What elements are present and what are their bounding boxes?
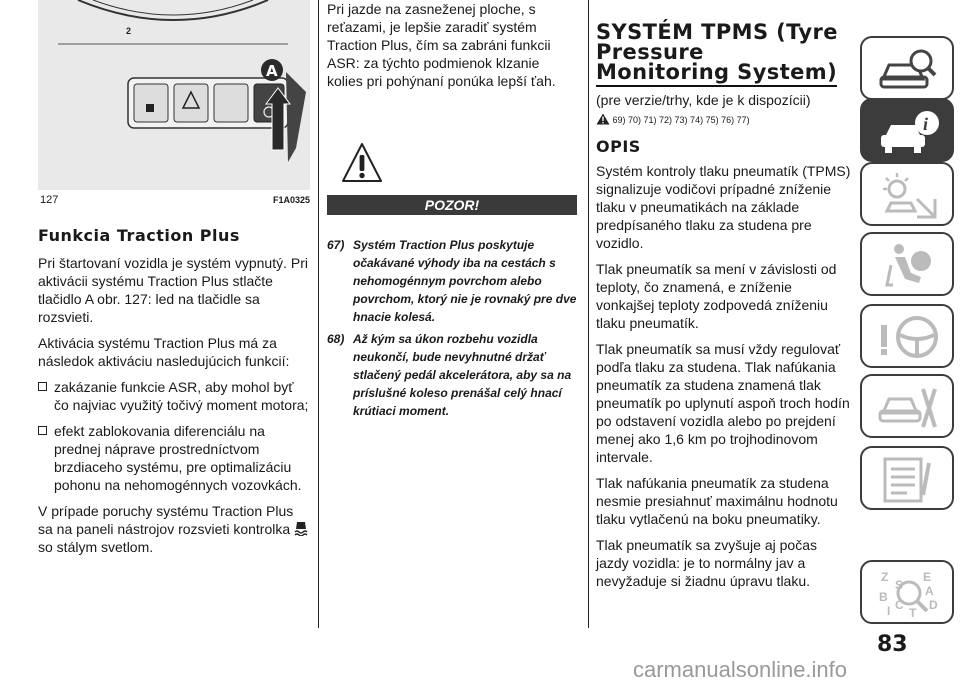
warning-triangle-icon <box>341 142 383 189</box>
paragraph: Pri štartovaní vozidla je systém vypnutý. Pri aktivácii systému Traction Plus stlačte tlačidlo A obr. 127: led na tlačidle sa rozsvieti. <box>38 255 308 325</box>
car-search-icon <box>877 45 941 95</box>
section-heading: OPIS <box>596 137 641 156</box>
warning-item: 67) Systém Traction Plus poskytuje očakávané výhody iba na cestách s nehomogénnym povrchom alebo povrchom, ktorý nie je rovnaký pre dve hnacie kolesá. <box>327 238 577 324</box>
index-letter: I <box>887 604 891 618</box>
index-abc-icon <box>877 569 941 619</box>
document-list-icon <box>877 455 941 505</box>
tab-steering[interactable] <box>860 304 954 368</box>
paragraph: Pri jazde na zasneženej ploche, s reťazami, je lepšie zaradiť systém Traction Plus, čím sa zabráni funkcii ASR: za týchto podmienok klzanie kolies pri pohýnaní ponúka lepší ťah. <box>327 1 556 89</box>
traction-warning-light-icon <box>294 520 308 536</box>
column-warning <box>327 0 577 440</box>
index-letter: Z <box>881 570 889 584</box>
index-letter: T <box>909 606 917 619</box>
paragraph: Tlak pneumatík sa musí vždy regulovať podľa tlaku za studena. Tlak nafúkania pneumatík za studena znamená tlak pneumatík po uplynutí aspoň troch hodín po odstavení vozidla alebo po prejdení menej ako 1,6 km po trojhodinovom intervale. <box>596 341 850 465</box>
figure-127 <box>38 0 310 210</box>
bullet-box-icon <box>38 426 47 435</box>
index-letter: E <box>923 570 932 584</box>
tpms-subtitle: (pre verzie/trhy, kde je k dispozícii) <box>596 92 811 108</box>
tab-index[interactable] <box>860 560 954 624</box>
tab-lights[interactable] <box>860 162 954 226</box>
index-letter: B <box>879 590 888 604</box>
index-letter: A <box>925 584 934 598</box>
index-letter: D <box>929 598 938 612</box>
list-item: zakázanie funkcie ASR, aby mohol byť čo najviac využitý točivý moment motora; <box>38 378 310 414</box>
tab-car-info[interactable] <box>860 98 954 162</box>
paragraph: Aktivácia systému Traction Plus má za následok aktiváciu nasledujúcich funkcií: <box>38 335 290 369</box>
paragraph: Tlak nafúkania pneumatík za studena nesmie presiahnuť maximálnu hodnotu tlaku vytlačenú na boku pneumatiky. <box>596 475 838 527</box>
reference-list: 69) 70) 71) 72) 73) 74) 75) 76) 77) <box>596 113 851 125</box>
tab-car-service[interactable] <box>860 374 954 438</box>
car-info-icon <box>877 107 941 157</box>
column-divider-1 <box>318 0 319 628</box>
dashboard-buttons-illustration <box>38 0 310 190</box>
section-heading: Funkcia Traction Plus <box>38 226 240 245</box>
column-divider-2 <box>588 0 589 628</box>
airbag-icon <box>877 241 941 291</box>
index-letter: C <box>895 598 904 612</box>
dial-digit: 2 <box>126 26 132 36</box>
svg-text:i: i <box>923 114 929 134</box>
bullet-box-icon <box>38 382 47 391</box>
tab-documents[interactable] <box>860 446 954 510</box>
watermark: carmanualsonline.info <box>633 657 848 682</box>
tab-airbag[interactable] <box>860 232 954 296</box>
warning-item: 68) Až kým sa úkon rozbehu vozidla neukončí, bude nevyhnutné držať stlačený pedál akcelerátora, aby sa na príslušné koleso prenášal celý hnací krútiaci moment. <box>327 332 572 418</box>
tab-car-search[interactable] <box>860 36 954 100</box>
paragraph: V prípade poruchy systému Traction Plus sa na paneli nástrojov rozsvieti kontrolka so stálym svetlom. <box>38 502 310 556</box>
paragraph: Tlak pneumatík sa mení v závislosti od teploty, čo znamená, e zníženie vonkajšej teploty zodpovedá zníženiu tlaku pneumatík. <box>596 261 837 331</box>
column-tpms <box>596 0 851 598</box>
figure-number: 127 <box>40 194 59 206</box>
page-number: 83 <box>877 632 908 657</box>
index-letter: S <box>895 578 904 592</box>
tpms-title: SYSTÉM TPMS (Tyre Pressure Monitoring System) <box>596 22 851 82</box>
figure-marker-a: A <box>266 62 278 80</box>
car-service-icon <box>877 383 941 433</box>
warning-list <box>327 236 577 424</box>
figure-code: F1A0325 <box>272 195 310 205</box>
lights-icon <box>877 171 941 221</box>
list-item: efekt zablokovania diferenciálu na prednej náprave prostredníctvom brzdiaceho systému, pre optimalizáciu pohonu na nehomogénnych vozovkách. <box>38 422 310 494</box>
figure-caption <box>38 190 310 210</box>
warning-title: POZOR! <box>327 195 577 215</box>
paragraph: Tlak pneumatík sa zvyšuje aj počas jazdy vozidla: je to normálny jav a nevyžaduje si žiadnu úpravu tlaku. <box>596 537 817 589</box>
paragraph: Systém kontroly tlaku pneumatík (TPMS) signalizuje vodičovi prípadné zníženie tlaku v pneumatikách na základe predpísaného tlaku za studena pre vozidlo. <box>596 163 851 251</box>
warning-small-icon <box>596 113 610 125</box>
steering-wheel-icon <box>877 313 941 363</box>
